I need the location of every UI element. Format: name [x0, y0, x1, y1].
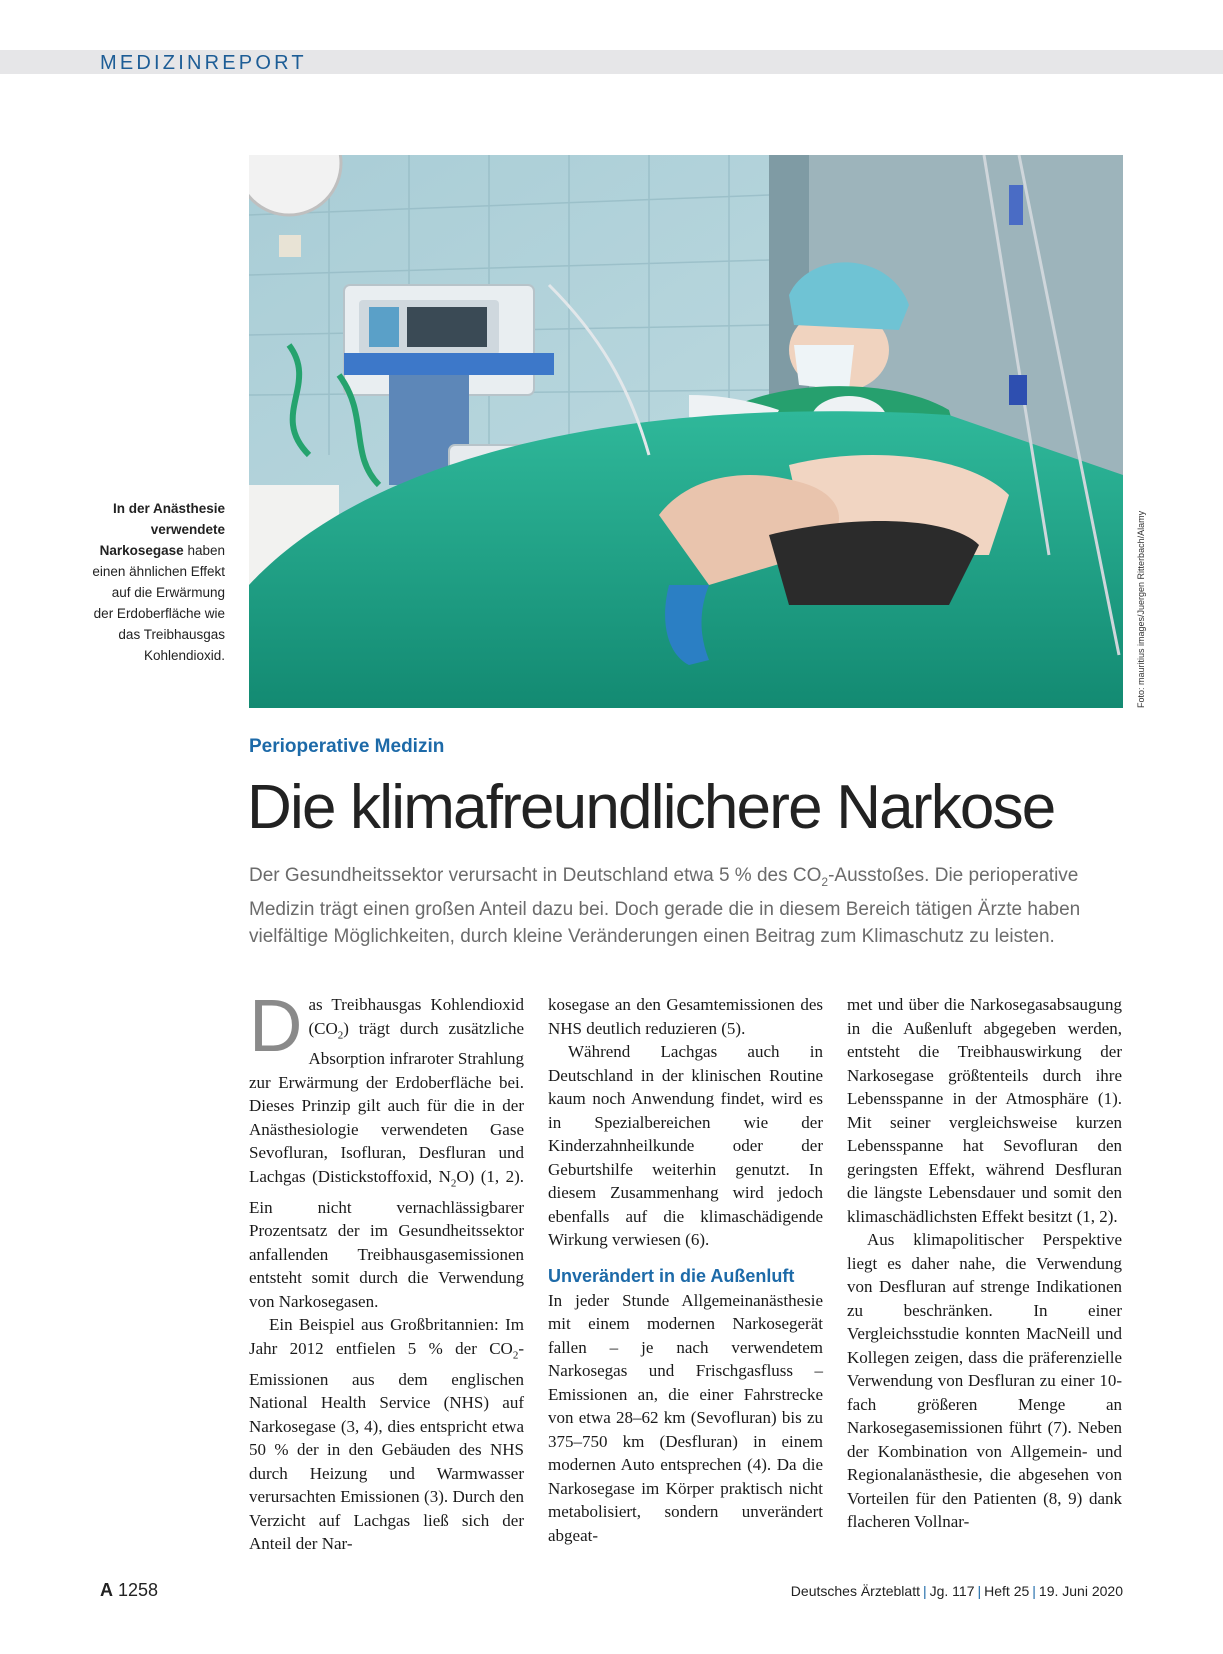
journal-date: 19. Juni 2020: [1038, 1583, 1123, 1599]
paragraph: In jeder Stunde Allgemeinanästhesie mit einem modernen Narkosegerät fallen – je nach verwendetem Narkosegas und Frischgasfluss – Emissionen an, die einer Fahrstrecke von etwa 28–62 km (Sevofluran) bis zu 375–750 km (Desfluran) in einem modernen Auto entsprechen (4). Da die Narkosegase im Körper praktisch nicht metabolisiert, sondern unverändert abgeat-: [548, 1290, 823, 1545]
subscript: 2: [337, 1028, 344, 1041]
journal-name: Deutsches Ärzteblatt: [790, 1583, 920, 1599]
journal-info: [791, 1583, 1123, 1599]
separator: |: [922, 1583, 927, 1599]
paragraph: [249, 984, 524, 1313]
page-number: [100, 1580, 158, 1601]
drop-cap: D: [249, 984, 303, 1067]
journal-volume: Jg. 117: [929, 1583, 975, 1599]
paragraph-text: O) (1, 2). Ein nicht vernachlässigbarer Prozentsatz der im Gesundheitssektor anfallenden Treibhausgasemissionen entsteht somit durch die Verwendung von Narkosegasen.: [249, 1166, 524, 1311]
text-column-1: [249, 984, 524, 1556]
separator: |: [977, 1583, 982, 1599]
subscript: 2: [512, 1349, 519, 1362]
section-label: MEDIZINREPORT: [100, 52, 307, 74]
paragraph: Aus klimapolitischer Perspektive liegt es daher nahe, die Verwendung von Desfluran auf strenge Indikationen zu beschränken. In einer Vergleichsstudie konnten MacNeill und Kollegen zeigen, dass die präferenzielle Verwendung von Desfluran zu einer 10-fach größeren Menge an Narkosegasemissionen führt (7). Neben der Kombination von Allgemein- und Regionalanästhesie, die abgesehen von Vorteilen für den Patienten (8, 9) dank flacheren Vollnar-: [847, 1230, 1122, 1531]
paragraph-text: Ein Beispiel aus Großbritannien: Im Jahr 2012 entfielen 5 % der CO: [249, 1315, 524, 1358]
page-number-value: 1258: [118, 1580, 159, 1600]
journal-issue: Heft 25: [984, 1583, 1030, 1599]
operating-room-image: [249, 155, 1123, 708]
text-column-2: [548, 993, 823, 1547]
paragraph-text: ) trägt durch zusätzliche Absorption infraroter Strahlung zur Erwärmung der Erdoberfläche bei. Dieses Prinzip gilt auch für die in der Anästhesiologie verwendeten Gase Sevofluran, Isofluran, Desfluran und Lachgas (Distickstoffoxid, N: [249, 1018, 524, 1186]
page-prefix: A: [100, 1580, 113, 1600]
lead-text-1: Der Gesundheitssektor verursacht in Deutschland etwa 5 % des CO: [249, 865, 822, 886]
caption-text: haben einen ähnlichen Effekt auf die Erwärmung der Erdoberfläche wie das Treibhausgas Kohlendioxid.: [92, 543, 225, 663]
paragraph-text: as Treibhausgas Kohlendioxid (CO: [308, 995, 524, 1038]
separator: |: [1032, 1583, 1036, 1599]
paragraph-text: -Emissionen aus dem englischen National Health Service (NHS) auf Narkosegase (3, 4), dies entspricht etwa 50 % der in den Gebäuden des NHS durch Heizung und Warmwasser verursachten Emissionen (3). Durch den Verzicht auf Lachgas ließ sich der Anteil der Nar-: [249, 1338, 524, 1554]
paragraph: Während Lachgas auch in Deutschland in der klinischen Routine kaum noch Anwendung findet, wird es in Spezialbereichen wie der Kinderzahnheilkunde oder der Geburtshilfe weiterhin genutzt. In diesem Zusammenhang wird jedoch ebenfalls auf die klimaschädigende Wirkung verwiesen (6).: [548, 1042, 823, 1249]
lead-text-2: -Ausstoßes. Die perioperative Medizin trägt einen großen Anteil dazu bei. Doch gerade die in diesem Bereich tätigen Ärzte haben vielfältige Möglichkeiten, durch kleine Veränderungen einen Beitrag zum Klimaschutz zu leisten.: [249, 865, 1081, 947]
paragraph: [249, 1313, 524, 1555]
subheading: Unverändert in die Außenluft: [548, 1265, 795, 1286]
article-photo: [249, 155, 1123, 708]
caption-bold: In der Anästhesie verwendete Narkosegase: [99, 501, 225, 558]
article-lead: [249, 862, 1139, 950]
paragraph: kosegase an den Gesamtemissionen des NHS deutlich reduzieren (5).: [548, 995, 823, 1038]
photo-credit: Foto: mauritius images/Juergen Ritterbach/Alamy: [1136, 510, 1146, 708]
photo-caption: [90, 498, 225, 666]
article-title: Die klimafreundlichere Narkose: [247, 773, 1055, 842]
paragraph: met und über die Narkosegasabsaugung in die Außenluft abgegeben werden, entsteht die Treibhauswirkung der Narkosegase größtenteils durch ihre Lebensspanne in der Atmosphäre (1). Mit seiner vergleichsweise kurzen Lebensspanne hat Sevofluran den geringsten Effekt, während Desfluran die längste Lebensdauer und somit den klimaschädlichsten Effekt besitzt (1, 2).: [847, 995, 1122, 1226]
lead-subscript: 2: [821, 874, 829, 889]
article-kicker: Perioperative Medizin: [249, 736, 445, 757]
subscript: 2: [450, 1177, 457, 1190]
text-column-3: [847, 993, 1122, 1534]
